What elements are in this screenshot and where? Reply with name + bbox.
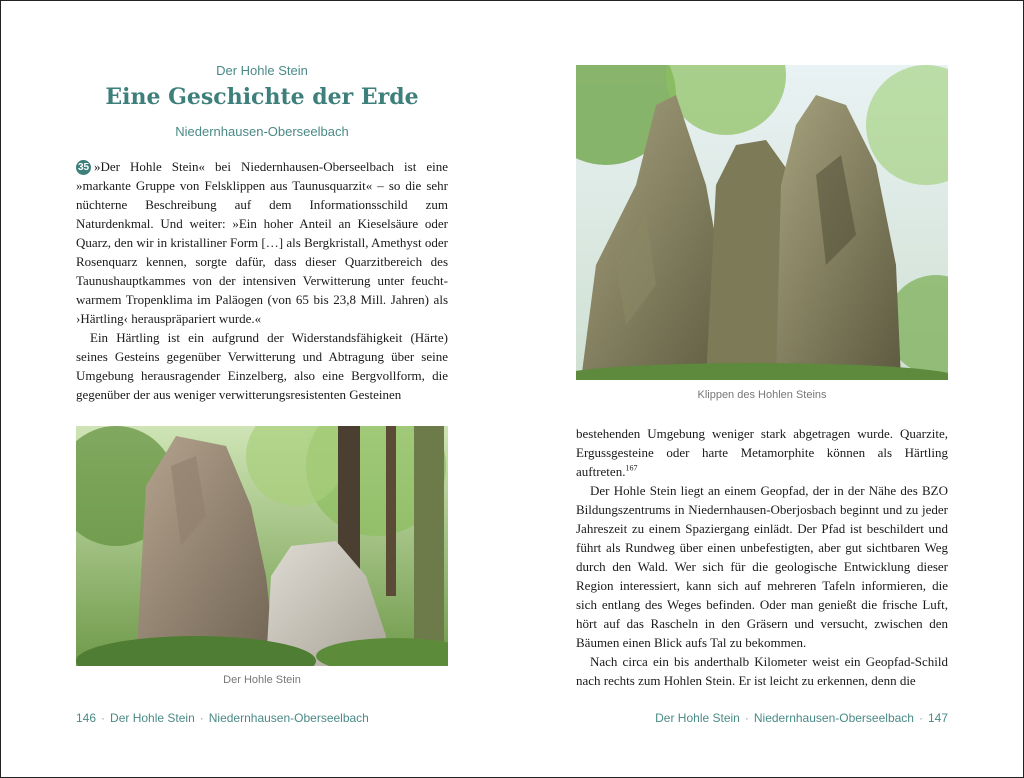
left-footer-section: Der Hohle Stein bbox=[110, 711, 195, 725]
right-paragraph-1: bestehenden Umgebung weniger stark abgetragen wurde. Quarzite, Ergussgesteine oder harte Metamorphite können als Härtling auftreten.$^{167}$ bbox=[576, 426, 948, 479]
right-page-number: 147 bbox=[927, 711, 948, 725]
right-footer-section: Der Hohle Stein bbox=[655, 711, 740, 725]
hohle-stein-illustration bbox=[76, 426, 448, 666]
chapter-title: Eine Geschichte der Erde bbox=[105, 84, 419, 110]
left-paragraph-1: 35 »Der Hohle Stein« bei Niedernhausen-Oberseelbach ist eine »markante Gruppe von Felsklippen aus Taunusquarzit« – so die sehr nüchterne Beschreibung auf dem Informationsschild zum Naturdenkmal. Und weiter: »Ein hoher Anteil an Kieselsäure oder Quarz, den wir in kristalliner Form […] als Bergkristall, Amethyst oder Rosenquarz kennen, sorgte dafür, dass dieser Quarzitbereich des Taunushauptkammes von der intensiven Verwitterung unter feucht-warmem Tropenklima im Paläogen (von 65 bis 23,8 Mill. Jahren) als ›Härtling‹ herauspräpariert wurde.« bbox=[76, 159, 448, 326]
left-footer: 146 · Der Hohle Stein · Niedernhausen-Oberseelbach bbox=[76, 711, 369, 725]
location-number-badge: 35 bbox=[77, 162, 90, 173]
footnote-reference: 167 bbox=[625, 463, 638, 473]
klippen-illustration bbox=[576, 65, 948, 380]
left-paragraph-2: Ein Härtling ist ein aufgrund der Widerstandsfähigkeit (Härte) seines Gesteins gegenüber Verwitterung und Abtragung über seine Umgebung herausragender Einzelberg, also eine Bergvollform, die gegenüber der aus weniger verwitterungsresistenten Gesteinen bbox=[76, 330, 448, 402]
right-photo-caption: Klippen des Hohlen Steins bbox=[697, 389, 827, 401]
chapter-subtitle: Niedernhausen-Oberseelbach bbox=[175, 124, 349, 139]
chapter-kicker: Der Hohle Stein bbox=[216, 63, 308, 78]
left-body-text bbox=[76, 157, 448, 404]
right-footer-location: Niedernhausen-Oberseelbach bbox=[753, 711, 914, 725]
right-body-text bbox=[576, 424, 948, 690]
right-paragraph-2: Der Hohle Stein liegt an einem Geopfad, der in der Nähe des BZO Bildungszentrums in Niedernhausen-Oberjosbach beginnt und zu jeder Jahreszeit zu einem Spaziergang einlädt. Der Pfad ist beschildert und führt als Rundweg über einen unbefestigten, aber gut sichtbaren Weg durch den Wald. Wer sich für die geologische Entwicklung dieser Region interessiert, kann sich auf mehreren Tafeln informieren, die sich entlang des Weges befinden. Oder man genießt die frische Luft, hört auf das Rascheln in den Gräsern und versucht, zwischen den Bäumen einen Blick aufs Tal zu bekommen. bbox=[576, 483, 948, 650]
klippen-photo bbox=[576, 65, 948, 380]
left-photo-caption: Der Hohle Stein bbox=[223, 674, 301, 686]
right-paragraph-3: Nach circa ein bis anderthalb Kilometer weist ein Geopfad-Schild nach rechts zum Hohlen Stein. Er ist leicht zu erkennen, denn die bbox=[576, 654, 948, 688]
left-page-number: 146 bbox=[76, 711, 97, 725]
right-footer: Der Hohle Stein · Niedernhausen-Oberseelbach · 147 bbox=[655, 711, 948, 725]
hohle-stein-photo bbox=[76, 426, 448, 666]
left-footer-location: Niedernhausen-Oberseelbach bbox=[208, 711, 369, 725]
